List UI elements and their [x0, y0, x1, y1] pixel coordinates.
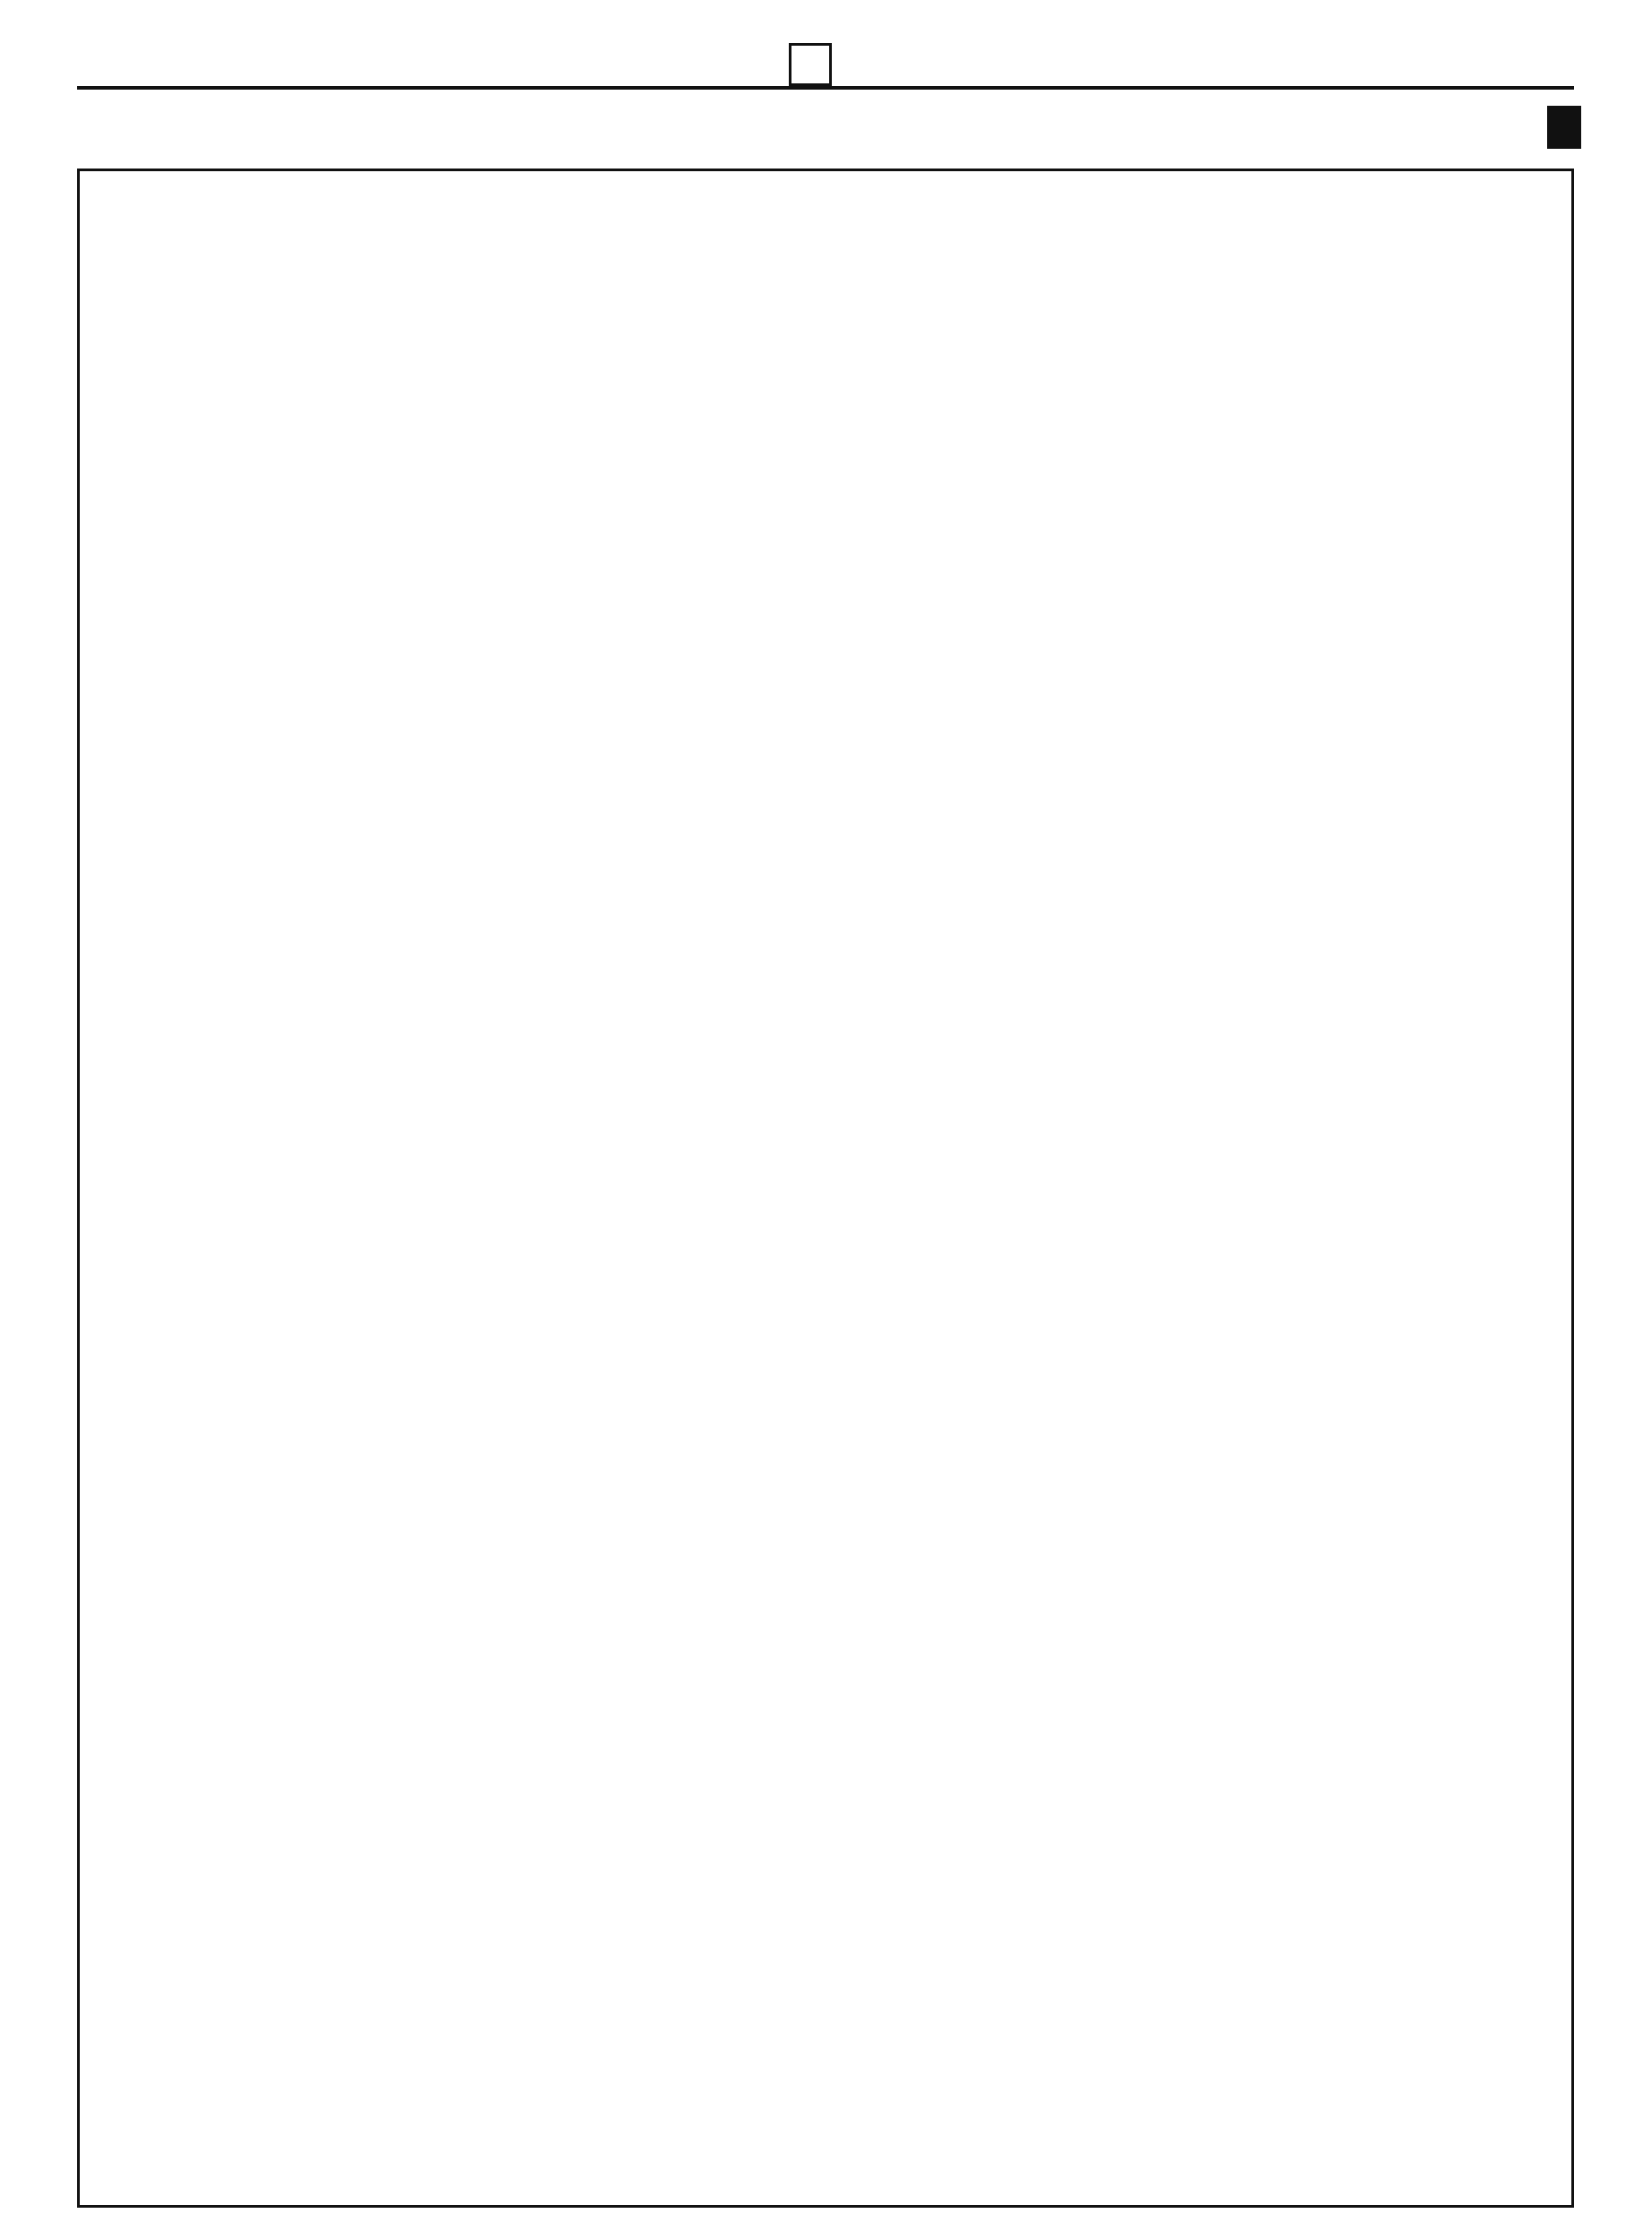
headline-decoration: [1547, 106, 1581, 149]
page-header: [0, 0, 1652, 103]
page-number: [789, 43, 832, 86]
tv-schedule-grid: [77, 169, 1574, 2208]
header-rule: [77, 86, 1574, 90]
page-headline: [77, 99, 1574, 170]
